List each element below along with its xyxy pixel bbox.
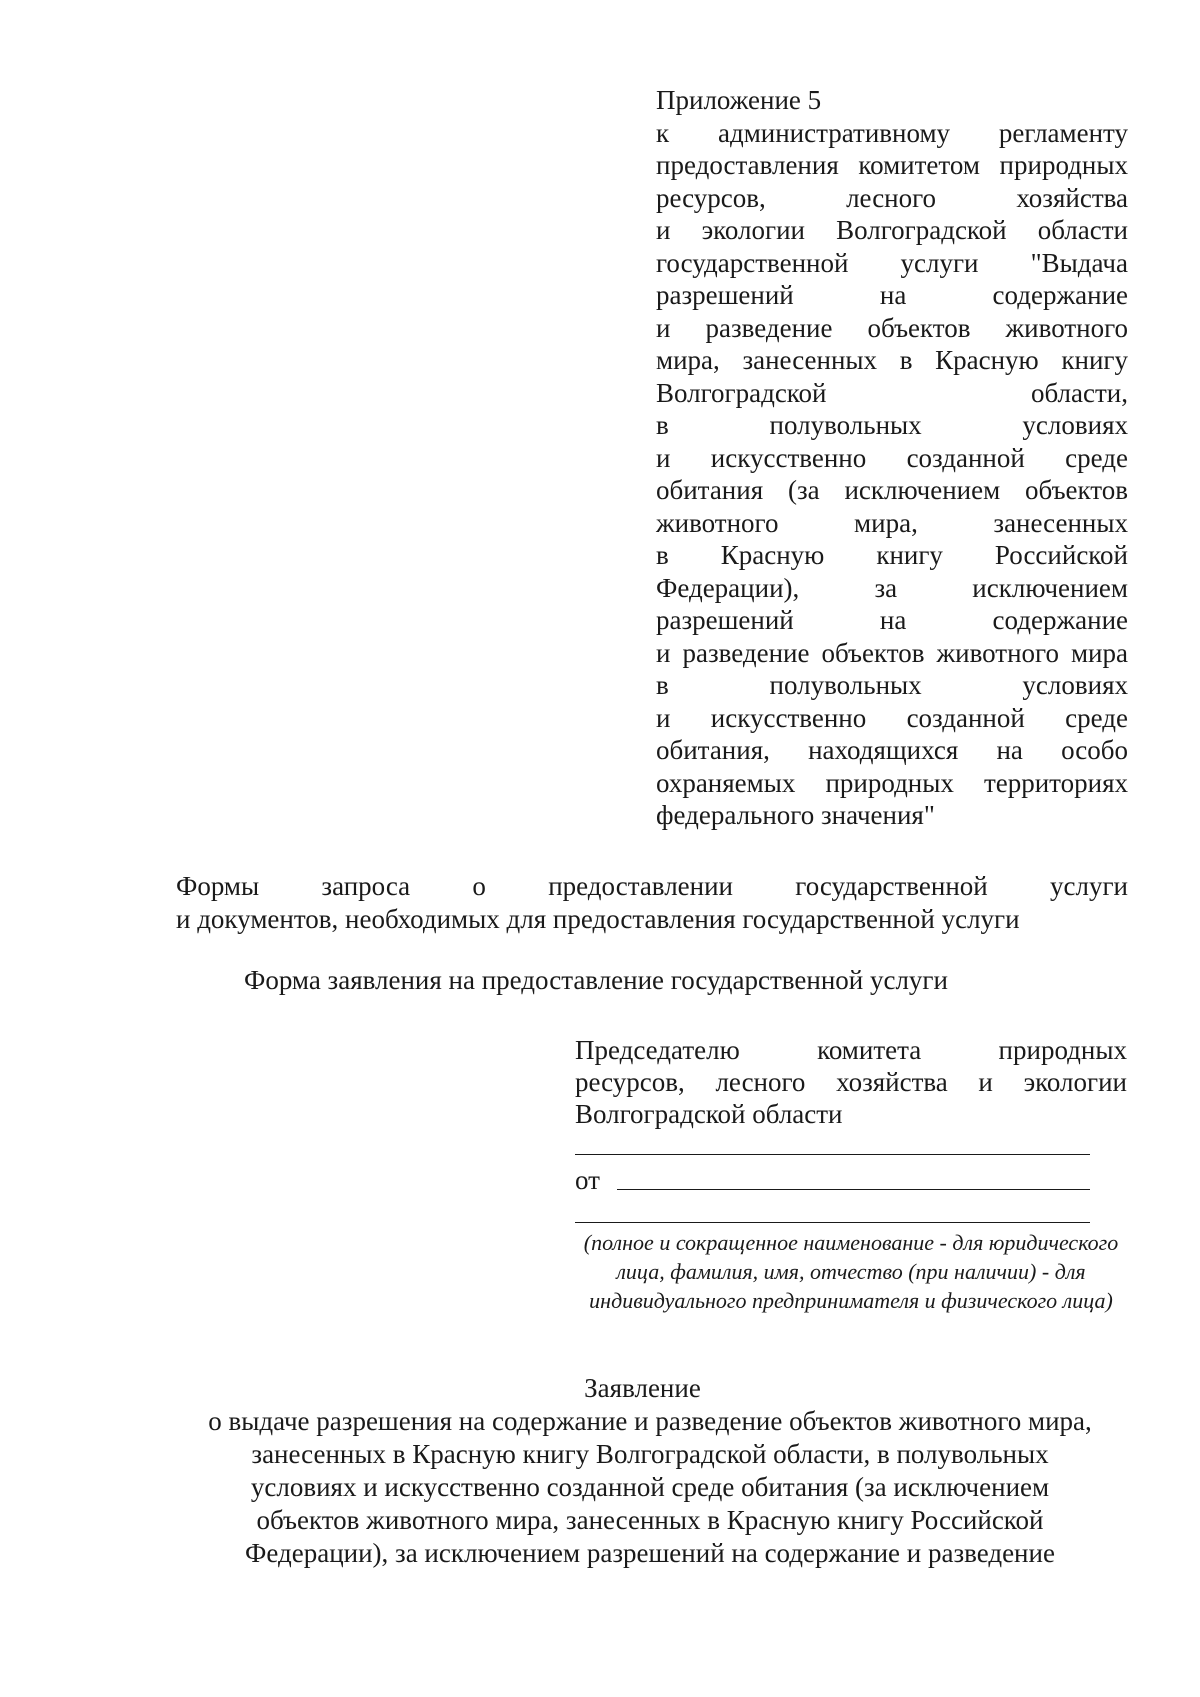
appendix-line: обитания (за исключением объектов xyxy=(656,475,1128,505)
appendix-line: государственной услуги "Выдача xyxy=(656,247,1128,278)
appendix-line: в полувольных условиях xyxy=(656,410,1128,440)
blank-line-2[interactable] xyxy=(617,1189,1090,1190)
appendix-block xyxy=(656,84,1128,832)
statement-line: Федерации), за исключением разрешений на содержание и разведение xyxy=(245,1538,1055,1568)
addressee-line-3: Волгоградской области xyxy=(575,1099,843,1129)
statement-line: о выдаче разрешения на содержание и разведение объектов животного мира, xyxy=(208,1406,1092,1436)
from-label: от xyxy=(575,1165,600,1195)
forms-heading xyxy=(176,870,1128,935)
appendix-line: Волгоградской области, xyxy=(656,377,1128,408)
appendix-body xyxy=(656,117,1128,832)
appendix-line: и искусственно созданной среде xyxy=(656,442,1128,473)
appendix-line: и экологии Волгоградской области xyxy=(656,215,1128,245)
appendix-line: предоставления комитетом природных xyxy=(656,150,1128,180)
forms-heading-line-2: и документов, необходимых для предоставления государственной услуги xyxy=(176,903,1020,934)
form-title: Форма заявления на предоставление государственной услуги xyxy=(244,965,948,995)
statement-title: Заявление xyxy=(584,1373,701,1403)
appendix-line: охраняемых природных территориях xyxy=(656,767,1128,798)
appendix-line: ресурсов, лесного хозяйства xyxy=(656,182,1128,213)
statement-line: условиях и искусственно созданной среде обитания (за исключением xyxy=(250,1472,1050,1502)
addressee-block xyxy=(575,1034,1127,1130)
name-hint-note: (полное и сокращенное наименование - для юридического лица, фамилия, имя, отчество (при наличии) - для индивидуального предпринимателя и физического лица) xyxy=(583,1230,1119,1313)
forms-heading-line-1: Формы запроса о предоставлении государственной услуги xyxy=(176,871,1128,901)
addressee-line-1: Председателю комитета природных xyxy=(575,1035,1127,1065)
blank-line-3[interactable] xyxy=(575,1222,1090,1223)
appendix-line: и разведение объектов животного мира xyxy=(656,637,1128,668)
appendix-line: и искусственно созданной среде xyxy=(656,702,1128,733)
appendix-line: разрешений на содержание xyxy=(656,280,1128,310)
appendix-line: Федерации), за исключением xyxy=(656,572,1128,603)
statement-line: объектов животного мира, занесенных в Красную книгу Российской xyxy=(256,1505,1044,1535)
appendix-line: и разведение объектов животного xyxy=(656,312,1128,343)
statement-body xyxy=(170,1405,1130,1570)
appendix-title: Приложение 5 xyxy=(656,85,822,115)
appendix-line: в Красную книгу Российской xyxy=(656,540,1128,570)
appendix-line: к административному регламенту xyxy=(656,117,1128,148)
appendix-line: мира, занесенных в Красную книгу xyxy=(656,345,1128,375)
statement-line: занесенных в Красную книгу Волгоградской области, в полувольных xyxy=(251,1439,1049,1469)
addressee-line-2: ресурсов, лесного хозяйства и экологии xyxy=(575,1067,1127,1097)
appendix-line: в полувольных условиях xyxy=(656,670,1128,700)
appendix-line: животного мира, занесенных xyxy=(656,507,1128,538)
blank-line-1[interactable] xyxy=(575,1154,1090,1155)
appendix-line: федерального значения" xyxy=(656,800,935,830)
appendix-line: разрешений на содержание xyxy=(656,605,1128,635)
appendix-line: обитания, находящихся на особо xyxy=(656,735,1128,765)
